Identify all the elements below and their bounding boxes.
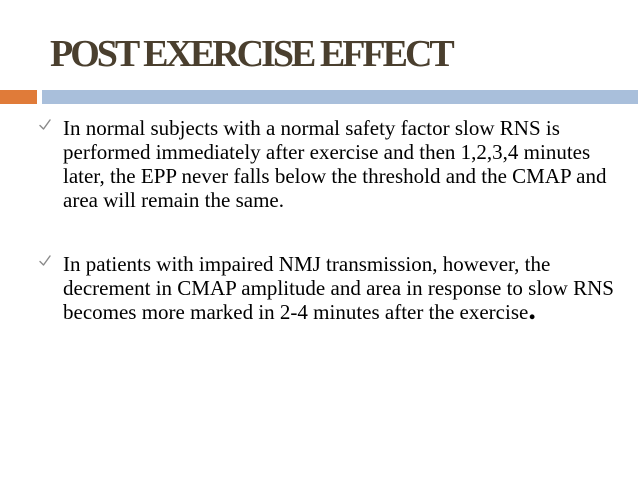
- bullet-text: [63, 252, 616, 324]
- bullet-item: [36, 116, 616, 212]
- bullet-text: In normal subjects with a normal safety factor slow RNS is performed immediately after exercise and then 1,2,3,4 minutes later, the EPP never falls below the threshold and the CMAP and area will remain the same.: [63, 116, 607, 212]
- bullet-text-body: In patients with impaired NMJ transmission, however, the decrement in CMAP amplitude and area in response to slow RNS becomes more marked in 2-4 minutes after the exercise: [63, 252, 614, 324]
- checkmark-icon: [38, 118, 52, 132]
- title-rule-bar: [42, 90, 638, 104]
- bullet-trailing-period: .: [528, 293, 536, 326]
- bullet-list: [36, 116, 616, 324]
- bullet-item: [36, 252, 616, 324]
- title-rule-accent: [0, 90, 37, 104]
- slide-title: POST EXERCISE EFFECT: [50, 33, 452, 75]
- checkmark-icon: [38, 254, 52, 268]
